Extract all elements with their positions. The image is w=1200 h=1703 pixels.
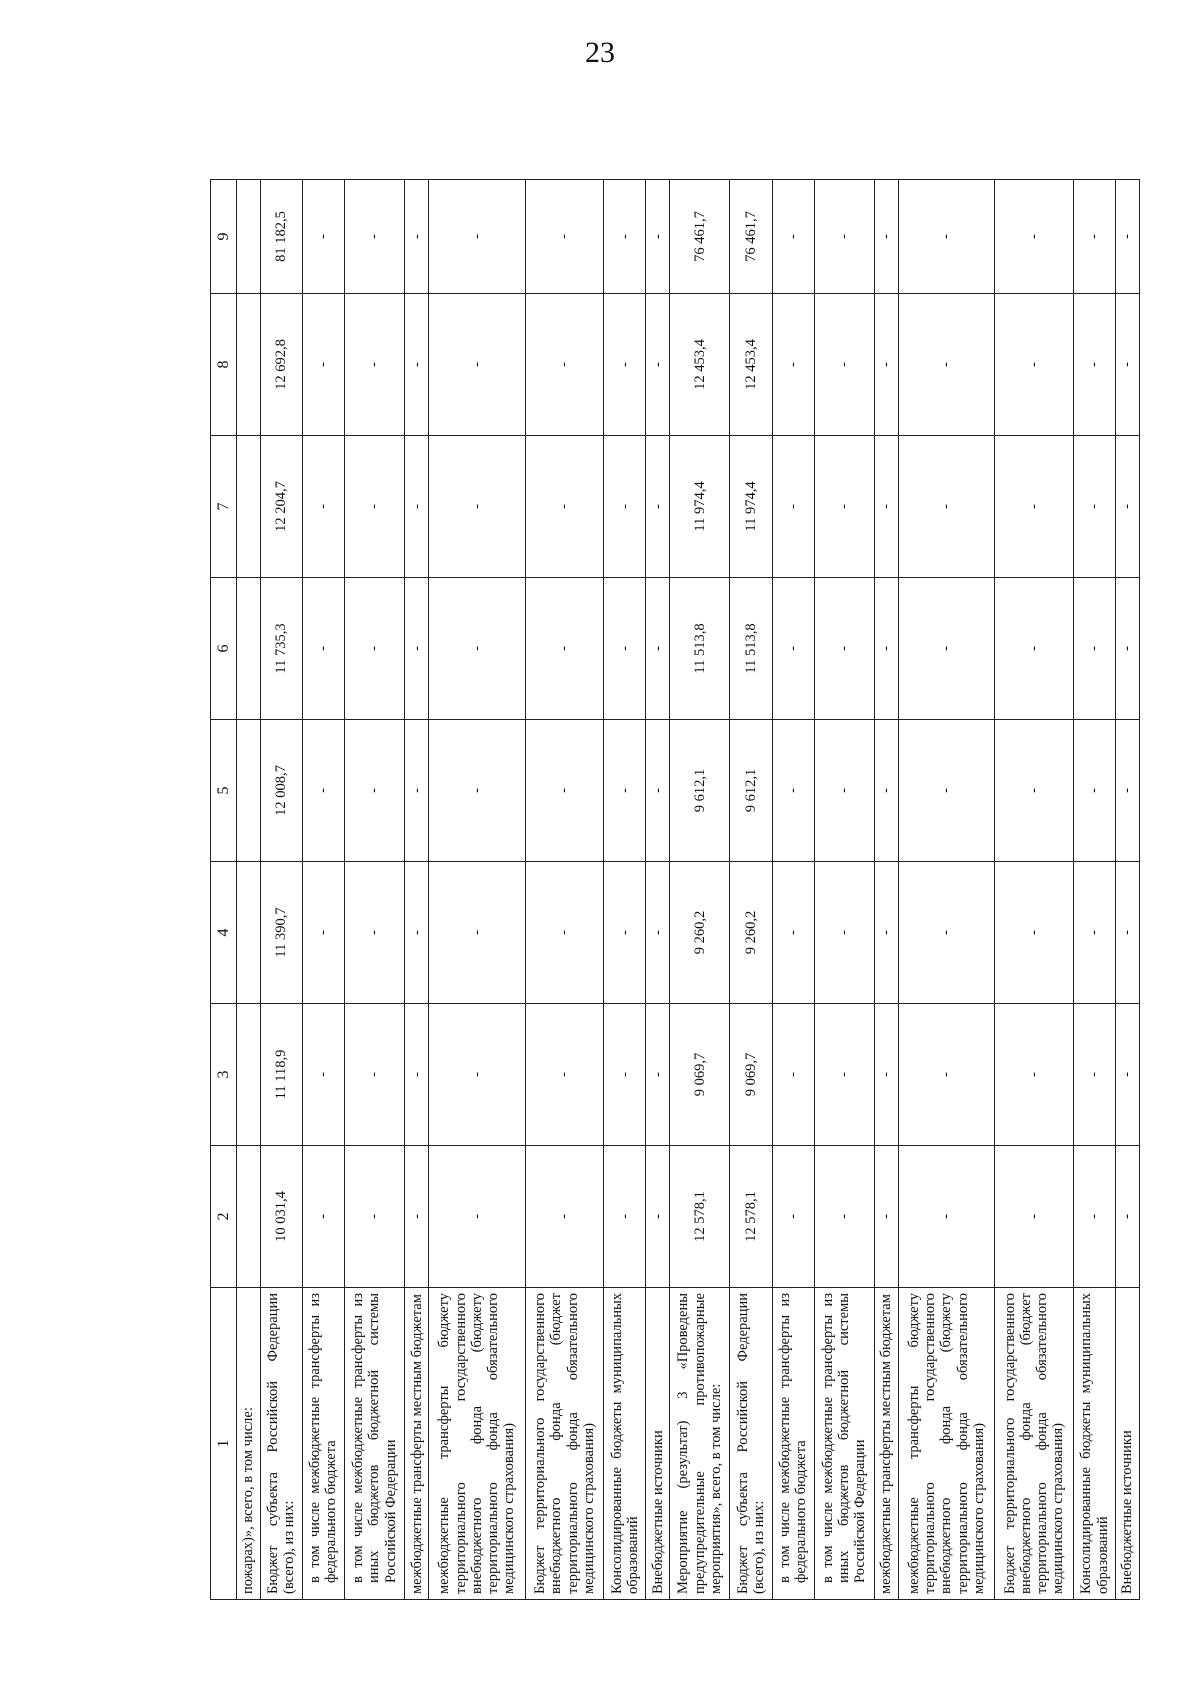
cell-value: - bbox=[344, 436, 404, 578]
cell-value: - bbox=[344, 294, 404, 436]
cell-value: - bbox=[772, 862, 814, 1004]
cell-value: - bbox=[1116, 1004, 1140, 1146]
cell-value: 11 974,4 bbox=[730, 436, 772, 578]
cell-value: - bbox=[429, 436, 526, 578]
cell-value: - bbox=[814, 578, 874, 720]
cell-value bbox=[237, 862, 261, 1004]
cell-value: - bbox=[1073, 436, 1115, 578]
cell-value: - bbox=[429, 1004, 526, 1146]
row-label: Внебюджетные источники bbox=[1116, 1288, 1140, 1600]
row-label: в том числе межбюджетные трансферты из иных бюджетов бюджетной системы Российской Федерации bbox=[814, 1288, 874, 1600]
cell-value: - bbox=[344, 1146, 404, 1288]
cell-value: - bbox=[898, 862, 995, 1004]
cell-value: - bbox=[525, 294, 604, 436]
cell-value: - bbox=[1073, 180, 1115, 294]
cell-value: - bbox=[429, 720, 526, 862]
cell-value: 9 260,2 bbox=[730, 862, 772, 1004]
row-label: межбюджетные трансферты бюджету территориального государственного внебюджетного фонда (бюджету территориального фонда обязательного медицинского страхования) bbox=[429, 1288, 526, 1600]
cell-value: - bbox=[429, 862, 526, 1004]
cell-value: - bbox=[772, 1004, 814, 1146]
cell-value: 12 692,8 bbox=[260, 294, 302, 436]
row-label: Бюджет территориального государственного внебюджетного фонда (бюджет территориального фонда обязательного медицинского страхования) bbox=[525, 1288, 604, 1600]
cell-value: 11 118,9 bbox=[260, 1004, 302, 1146]
cell-value: 12 008,7 bbox=[260, 720, 302, 862]
row-label: в том числе межбюджетные трансферты из федерального бюджета bbox=[772, 1288, 814, 1600]
cell-value: 9 069,7 bbox=[670, 1004, 730, 1146]
page-number: 23 bbox=[585, 36, 615, 69]
row-label: Консолидированные бюджеты муниципальных образований bbox=[604, 1288, 646, 1600]
table-row bbox=[646, 180, 670, 1600]
cell-value: - bbox=[429, 578, 526, 720]
cell-value: - bbox=[405, 294, 429, 436]
cell-value: 9 612,1 bbox=[730, 720, 772, 862]
cell-value: - bbox=[814, 294, 874, 436]
cell-value: - bbox=[604, 436, 646, 578]
cell-value: - bbox=[646, 578, 670, 720]
cell-value: - bbox=[898, 1146, 995, 1288]
cell-value: - bbox=[525, 1004, 604, 1146]
row-label: межбюджетные трансферты местным бюджетам bbox=[405, 1288, 429, 1600]
cell-value: - bbox=[995, 436, 1074, 578]
cell-value: - bbox=[525, 578, 604, 720]
cell-value: - bbox=[429, 1146, 526, 1288]
cell-value: - bbox=[646, 1146, 670, 1288]
cell-value bbox=[237, 436, 261, 578]
cell-value: 81 182,5 bbox=[260, 180, 302, 294]
cell-value: - bbox=[646, 1004, 670, 1146]
cell-value: - bbox=[898, 180, 995, 294]
cell-value: - bbox=[772, 1146, 814, 1288]
cell-value: - bbox=[405, 578, 429, 720]
cell-value: - bbox=[646, 294, 670, 436]
cell-value: - bbox=[1073, 720, 1115, 862]
cell-value: - bbox=[874, 720, 898, 862]
cell-value: - bbox=[302, 1146, 344, 1288]
cell-value: - bbox=[604, 862, 646, 1004]
cell-value: - bbox=[772, 578, 814, 720]
row-label: межбюджетные трансферты местным бюджетам bbox=[874, 1288, 898, 1600]
cell-value: - bbox=[995, 294, 1074, 436]
row-label: Внебюджетные источники bbox=[646, 1288, 670, 1600]
cell-value: - bbox=[874, 180, 898, 294]
cell-value: 12 453,4 bbox=[670, 294, 730, 436]
cell-value: 10 031,4 bbox=[260, 1146, 302, 1288]
cell-value: - bbox=[429, 294, 526, 436]
cell-value: - bbox=[405, 862, 429, 1004]
cell-value: 76 461,7 bbox=[730, 180, 772, 294]
cell-value: - bbox=[604, 1146, 646, 1288]
cell-value: - bbox=[898, 720, 995, 862]
cell-value: - bbox=[772, 720, 814, 862]
cell-value: - bbox=[302, 1004, 344, 1146]
cell-value: - bbox=[874, 294, 898, 436]
cell-value bbox=[237, 180, 261, 294]
cell-value: - bbox=[874, 1146, 898, 1288]
header-row bbox=[211, 180, 237, 1600]
cell-value bbox=[237, 720, 261, 862]
cell-value: 12 204,7 bbox=[260, 436, 302, 578]
cell-value: - bbox=[1073, 578, 1115, 720]
table-row bbox=[995, 180, 1074, 1600]
cell-value: - bbox=[995, 578, 1074, 720]
column-header: 1 bbox=[211, 1288, 237, 1600]
cell-value: - bbox=[898, 294, 995, 436]
column-header: 7 bbox=[211, 436, 237, 578]
table-row bbox=[814, 180, 874, 1600]
table-row bbox=[1073, 180, 1115, 1600]
cell-value: - bbox=[1116, 720, 1140, 862]
cell-value: - bbox=[1116, 436, 1140, 578]
cell-value: - bbox=[405, 1146, 429, 1288]
cell-value: - bbox=[344, 578, 404, 720]
table-row bbox=[898, 180, 995, 1600]
row-label: в том числе межбюджетные трансферты из иных бюджетов бюджетной системы Российской Федерации bbox=[344, 1288, 404, 1600]
cell-value: 11 974,4 bbox=[670, 436, 730, 578]
cell-value: 9 069,7 bbox=[730, 1004, 772, 1146]
column-header: 9 bbox=[211, 180, 237, 294]
cell-value: - bbox=[1116, 862, 1140, 1004]
cell-value: 11 513,8 bbox=[730, 578, 772, 720]
column-header: 5 bbox=[211, 720, 237, 862]
cell-value: - bbox=[302, 180, 344, 294]
cell-value: - bbox=[898, 436, 995, 578]
cell-value: 11 390,7 bbox=[260, 862, 302, 1004]
table-row bbox=[429, 180, 526, 1600]
table-row bbox=[772, 180, 814, 1600]
budget-table bbox=[210, 179, 1140, 1600]
cell-value: - bbox=[646, 180, 670, 294]
cell-value: - bbox=[772, 180, 814, 294]
cell-value: - bbox=[344, 1004, 404, 1146]
cell-value: - bbox=[772, 436, 814, 578]
cell-value: 12 578,1 bbox=[730, 1146, 772, 1288]
column-header: 3 bbox=[211, 1004, 237, 1146]
column-header: 4 bbox=[211, 862, 237, 1004]
table-row bbox=[1116, 180, 1140, 1600]
cell-value: - bbox=[604, 180, 646, 294]
table-row bbox=[344, 180, 404, 1600]
cell-value: - bbox=[405, 180, 429, 294]
cell-value: - bbox=[525, 720, 604, 862]
cell-value bbox=[237, 294, 261, 436]
cell-value: - bbox=[814, 436, 874, 578]
cell-value: - bbox=[874, 436, 898, 578]
table-row bbox=[670, 180, 730, 1600]
cell-value: - bbox=[604, 1004, 646, 1146]
cell-value: - bbox=[772, 294, 814, 436]
cell-value: - bbox=[995, 720, 1074, 862]
cell-value: - bbox=[995, 1146, 1074, 1288]
cell-value: - bbox=[1116, 578, 1140, 720]
cell-value bbox=[237, 1004, 261, 1146]
cell-value: - bbox=[1073, 1146, 1115, 1288]
cell-value: - bbox=[344, 720, 404, 862]
table-row bbox=[730, 180, 772, 1600]
cell-value: - bbox=[814, 180, 874, 294]
table-row bbox=[237, 180, 261, 1600]
cell-value: - bbox=[302, 436, 344, 578]
row-label: Бюджет территориального государственного внебюджетного фонда (бюджет территориального фонда обязательного медицинского страхования) bbox=[995, 1288, 1074, 1600]
cell-value: - bbox=[995, 1004, 1074, 1146]
cell-value: - bbox=[302, 294, 344, 436]
table-row bbox=[525, 180, 604, 1600]
cell-value: - bbox=[646, 720, 670, 862]
cell-value: - bbox=[814, 720, 874, 862]
cell-value: - bbox=[814, 1004, 874, 1146]
table-row bbox=[604, 180, 646, 1600]
cell-value: - bbox=[1073, 1004, 1115, 1146]
row-label: Бюджет субъекта Российской Федерации (всего), из них: bbox=[730, 1288, 772, 1600]
cell-value: - bbox=[604, 720, 646, 862]
column-header: 6 bbox=[211, 578, 237, 720]
cell-value: - bbox=[898, 578, 995, 720]
cell-value: - bbox=[429, 180, 526, 294]
cell-value: - bbox=[344, 862, 404, 1004]
table-row bbox=[405, 180, 429, 1600]
cell-value: - bbox=[646, 436, 670, 578]
cell-value: - bbox=[995, 862, 1074, 1004]
cell-value: - bbox=[1116, 294, 1140, 436]
column-header: 8 bbox=[211, 294, 237, 436]
cell-value: - bbox=[525, 180, 604, 294]
cell-value: 12 453,4 bbox=[730, 294, 772, 436]
cell-value: - bbox=[814, 1146, 874, 1288]
cell-value: - bbox=[874, 862, 898, 1004]
cell-value: - bbox=[525, 862, 604, 1004]
cell-value: - bbox=[405, 1004, 429, 1146]
cell-value: - bbox=[302, 862, 344, 1004]
cell-value: - bbox=[525, 1146, 604, 1288]
cell-value: - bbox=[302, 720, 344, 862]
row-label: межбюджетные трансферты бюджету территориального государственного внебюджетного фонда (бюджету территориального фонда обязательного медицинского страхования) bbox=[898, 1288, 995, 1600]
cell-value bbox=[237, 1146, 261, 1288]
cell-value: - bbox=[302, 578, 344, 720]
cell-value: - bbox=[874, 1004, 898, 1146]
cell-value: 9 612,1 bbox=[670, 720, 730, 862]
cell-value: - bbox=[1116, 1146, 1140, 1288]
cell-value: 11 513,8 bbox=[670, 578, 730, 720]
column-header: 2 bbox=[211, 1146, 237, 1288]
table-row bbox=[302, 180, 344, 1600]
cell-value: - bbox=[405, 436, 429, 578]
row-label: Консолидированные бюджеты муниципальных образований bbox=[1073, 1288, 1115, 1600]
table-row bbox=[260, 180, 302, 1600]
cell-value: - bbox=[1073, 862, 1115, 1004]
cell-value: - bbox=[1116, 180, 1140, 294]
row-label: в том числе межбюджетные трансферты из федерального бюджета bbox=[302, 1288, 344, 1600]
cell-value: - bbox=[525, 436, 604, 578]
cell-value: - bbox=[898, 1004, 995, 1146]
cell-value: - bbox=[405, 720, 429, 862]
cell-value: - bbox=[344, 180, 404, 294]
row-label: Мероприятие (результат) 3 «Проведены предупредительные противопожарные мероприятия», всего, в том числе: bbox=[670, 1288, 730, 1600]
row-label: пожарах)», всего, в том числе: bbox=[237, 1288, 261, 1600]
cell-value: 76 461,7 bbox=[670, 180, 730, 294]
cell-value: - bbox=[995, 180, 1074, 294]
cell-value bbox=[237, 578, 261, 720]
cell-value: - bbox=[874, 578, 898, 720]
cell-value: - bbox=[1073, 294, 1115, 436]
cell-value: 11 735,3 bbox=[260, 578, 302, 720]
cell-value: 12 578,1 bbox=[670, 1146, 730, 1288]
table-row bbox=[874, 180, 898, 1600]
cell-value: 9 260,2 bbox=[670, 862, 730, 1004]
cell-value: - bbox=[814, 862, 874, 1004]
rotated-table-container bbox=[210, 180, 1140, 1600]
cell-value: - bbox=[604, 578, 646, 720]
row-label: Бюджет субъекта Российской Федерации (всего), из них: bbox=[260, 1288, 302, 1600]
cell-value: - bbox=[646, 862, 670, 1004]
cell-value: - bbox=[604, 294, 646, 436]
